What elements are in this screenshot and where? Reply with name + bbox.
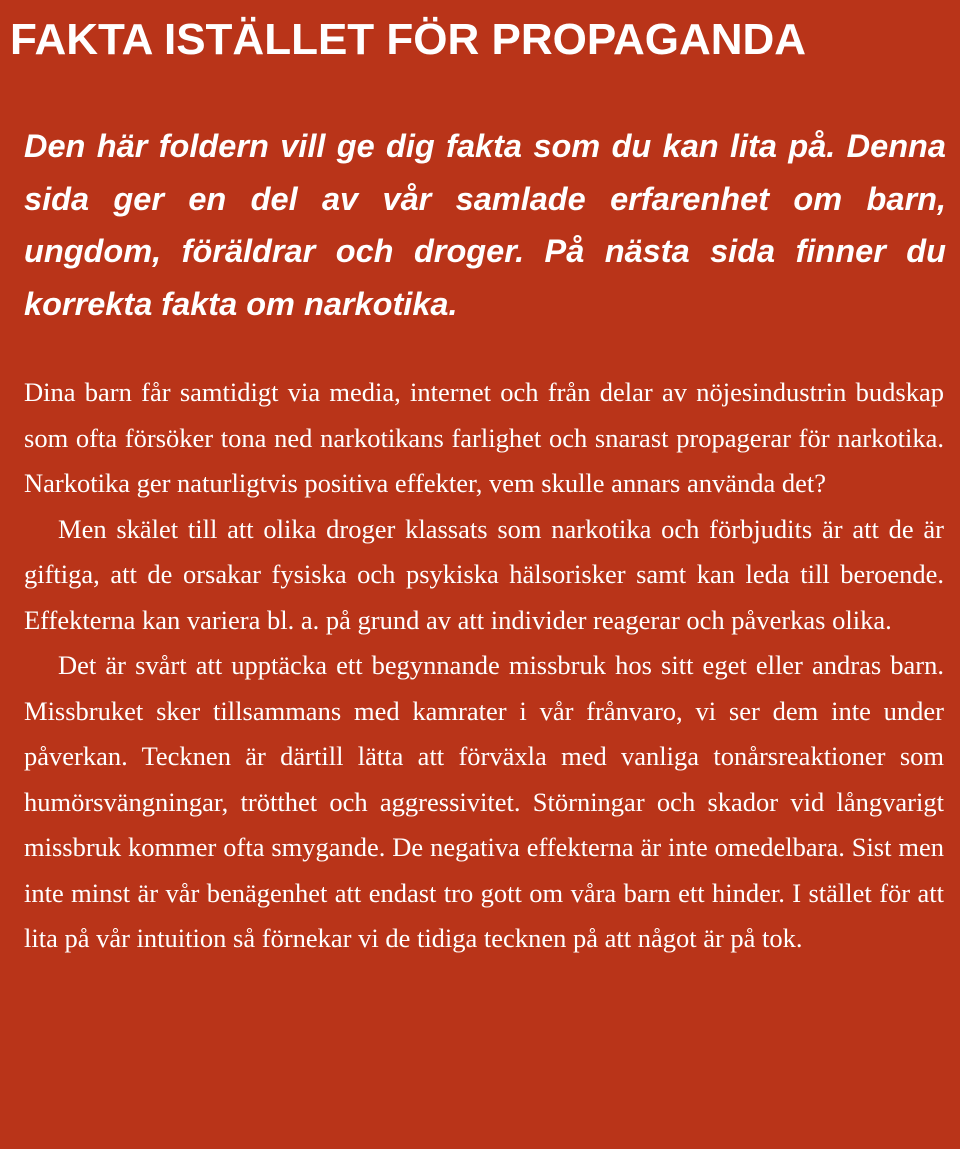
intro-text: Den här foldern vill ge dig fakta som du kan lita på. Denna sida ger en del av vår samlade erfarenhet om barn, ungdom, föräldrar och droger. På nästa sida finner du korrekta fakta om narkotika. (24, 128, 946, 322)
paragraph-detection: Det är svårt att upptäcka ett begynnande missbruk hos sitt eget eller andras barn. Missbruket sker tillsammans med kamrater i vår frånvaro, vi ser dem inte under påverkan. Tecknen är därtill lätta att förväxla med vanliga tonårsreaktioner som humörsvängningar, trötthet och aggressivitet. Störningar och skador vid långvarigt missbruk kommer ofta smygande. De negativa effekterna är inte omedelbara. Sist men inte minst är vår benägenhet att endast tro gott om våra barn ett hinder. I stället för att lita på vår intuition så förnekar vi de tidiga tecknen på att något är på tok. (24, 650, 944, 953)
body-text (24, 370, 944, 962)
paragraph-classification: Men skälet till att olika droger klassats som narkotika och förbjudits är att de är giftiga, att de orsakar fysiska och psykiska hälsorisker samt kan leda till beroende. Effekterna kan variera bl. a. på grund av att individer reagerar och påverkas olika. (24, 513, 944, 635)
page-title: FAKTA ISTÄLLET FÖR PROPAGANDA (10, 15, 807, 64)
paragraph-media: Dina barn får samtidigt via media, internet och från delar av nöjesindustrin budskap som ofta försöker tona ned narkotikans farlighet och snarast propagerar för narkotika. Narkotika ger naturligtvis positiva effekter, vem skulle annars använda det? (24, 377, 944, 498)
